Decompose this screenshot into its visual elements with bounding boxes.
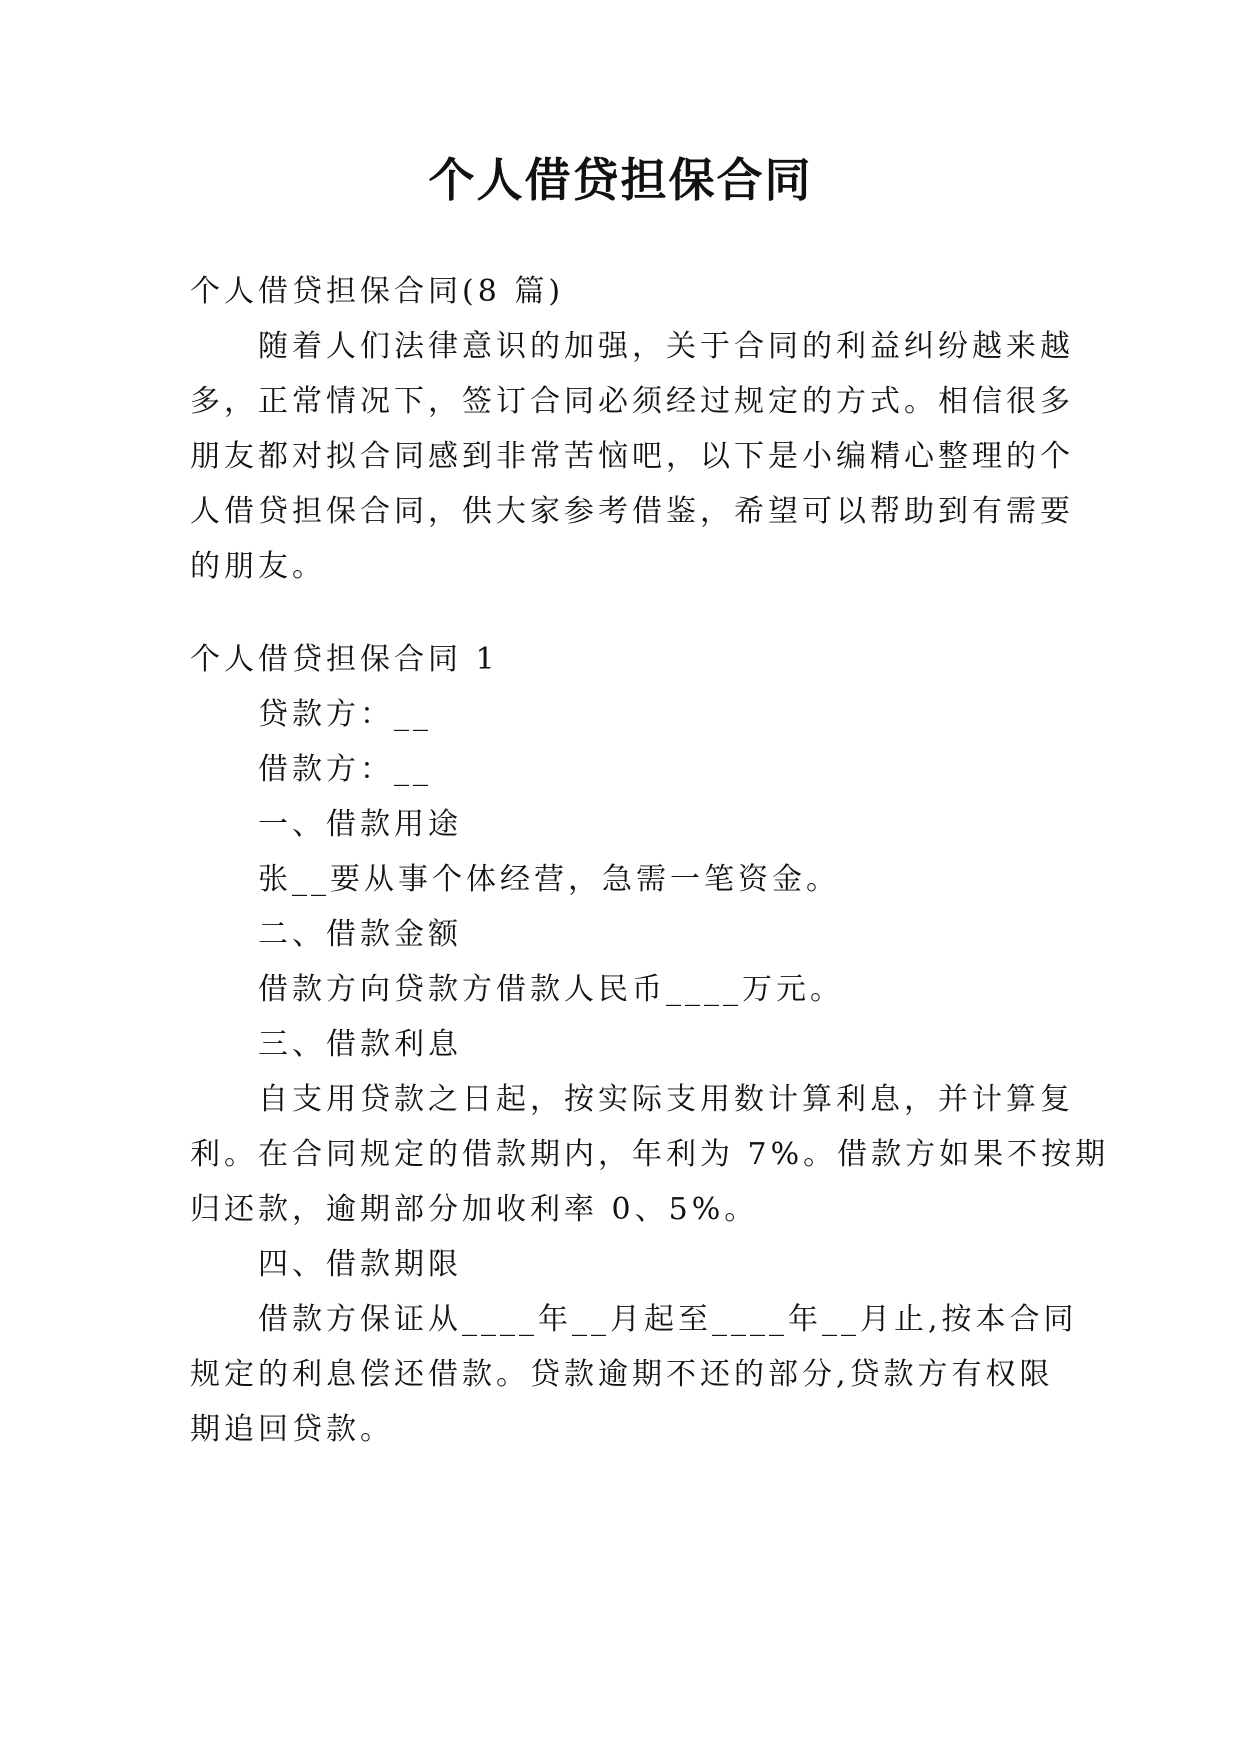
clause-heading: 一、借款用途 [258, 807, 462, 842]
document-subtitle: 个人借贷担保合同(8 篇) [190, 274, 565, 309]
clause-heading: 二、借款金额 [258, 917, 462, 952]
clause-text: 自支用贷款之日起，按实际支用数计算利息，并计算复 [258, 1082, 1074, 1117]
clause-text: 归还款，逾期部分加收利率 0、5%。 [190, 1192, 759, 1227]
clause-text: 张__要从事个体经营，急需一笔资金。 [258, 862, 840, 897]
intro-line: 朋友都对拟合同感到非常苦恼吧，以下是小编精心整理的个 [190, 439, 1074, 474]
lender-field: 贷款方：__ [258, 697, 432, 732]
clause-text: 规定的利息偿还借款。贷款逾期不还的部分,贷款方有权限 [190, 1357, 1054, 1392]
intro-line: 多，正常情况下，签订合同必须经过规定的方式。相信很多 [190, 384, 1074, 419]
clause-heading: 四、借款期限 [258, 1247, 462, 1282]
clause-heading: 三、借款利息 [258, 1027, 462, 1062]
clause-text: 借款方向贷款方借款人民币____万元。 [258, 972, 844, 1007]
clause-text: 利。在合同规定的借款期内，年利为 7%。借款方如果不按期 [190, 1137, 1110, 1172]
clause-text: 借款方保证从____年__月起至____年__月止,按本合同 [258, 1302, 1078, 1337]
intro-line: 随着人们法律意识的加强，关于合同的利益纠纷越来越 [258, 329, 1074, 364]
borrower-field: 借款方：__ [258, 752, 432, 787]
section-heading: 个人借贷担保合同 1 [190, 642, 499, 677]
intro-line: 的朋友。 [190, 549, 326, 584]
intro-line: 人借贷担保合同，供大家参考借鉴，希望可以帮助到有需要 [190, 494, 1074, 529]
document-title: 个人借贷担保合同 [428, 153, 813, 207]
clause-text: 期追回贷款。 [190, 1412, 394, 1447]
